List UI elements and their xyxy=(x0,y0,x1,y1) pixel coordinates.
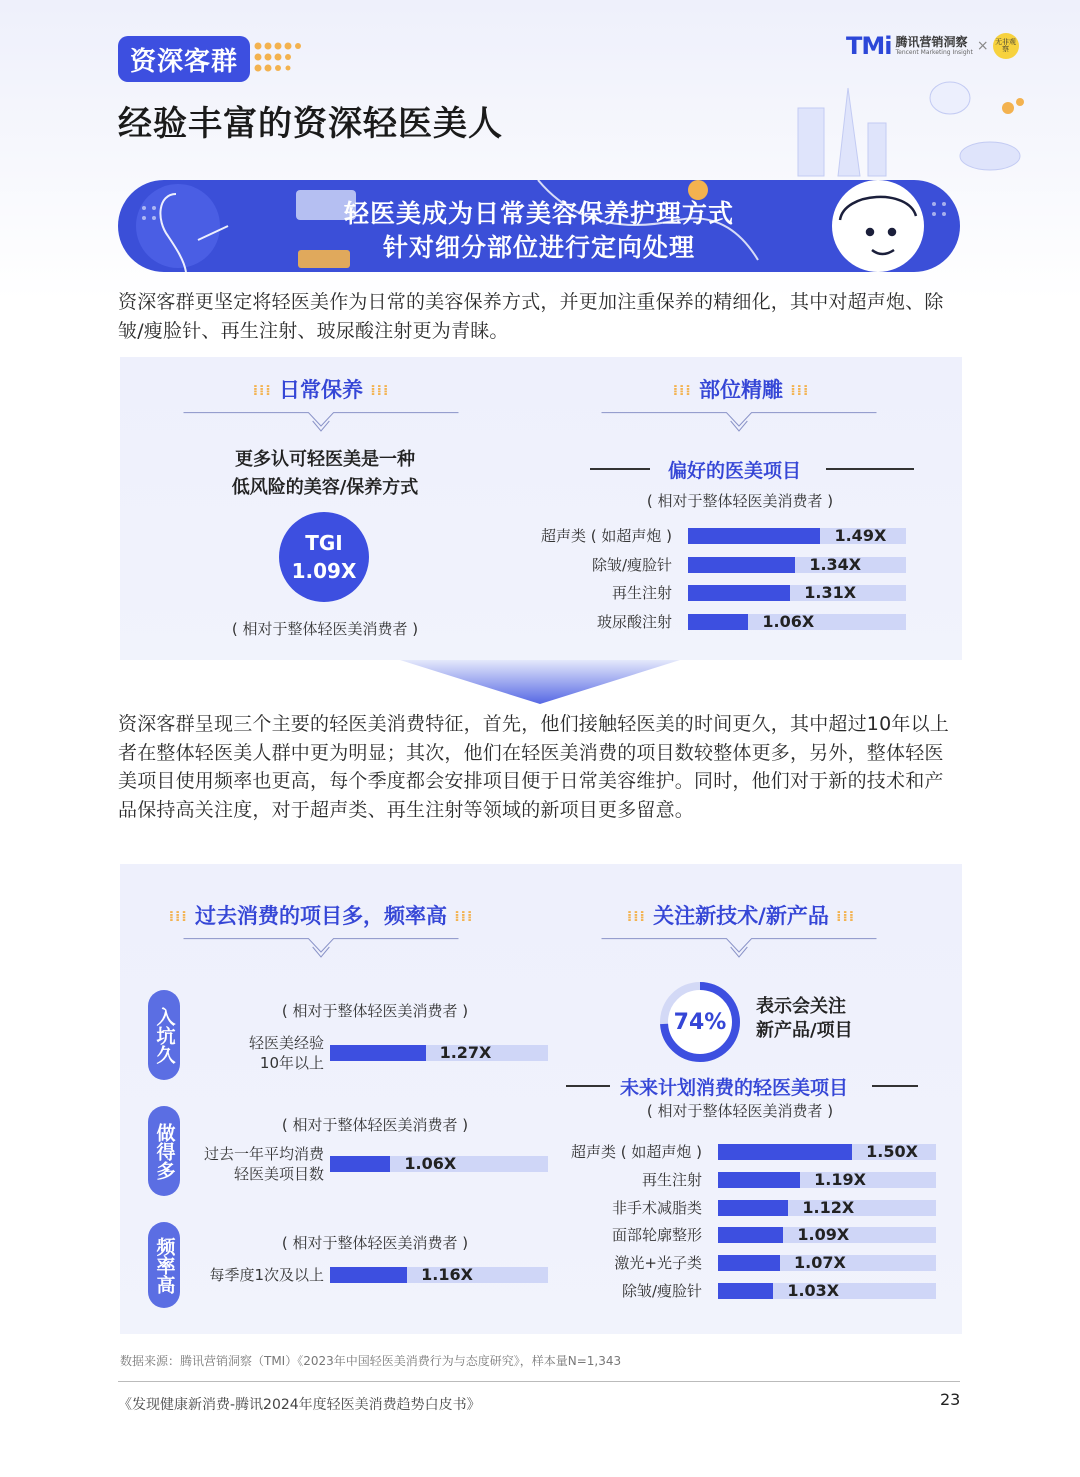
bar-value-label: 1.34X xyxy=(809,554,862,574)
bar xyxy=(688,585,790,601)
chart-note-future: ( 相对于整体轻医美消费者 ) xyxy=(646,1102,834,1120)
label-high-frequency: 每季度1次及以上 xyxy=(209,1266,324,1284)
bar-row xyxy=(596,611,906,632)
bar-value-label: 1.03X xyxy=(787,1281,840,1300)
footer-divider xyxy=(118,1381,960,1382)
bar-category-label: 面部轮廓整形 xyxy=(611,1226,702,1245)
bar-category-label: 除皱/瘦脸针 xyxy=(621,1282,702,1300)
note-more-projects: ( 相对于整体轻医美消费者 ) xyxy=(281,1116,469,1134)
pill-more-projects: 做得多 xyxy=(148,1106,180,1196)
dots-icon: ⁞⁞⁞ xyxy=(370,383,390,399)
section-tag: 资深客群 xyxy=(118,36,250,82)
section-title-more-projects xyxy=(146,900,496,930)
pill-long-experience: 入坑久 xyxy=(148,990,180,1080)
bar-value-label: 1.07X xyxy=(794,1253,846,1273)
page-number: 23 xyxy=(940,1390,961,1409)
hero-banner xyxy=(118,180,960,272)
bar-row xyxy=(611,1225,936,1245)
bar-row xyxy=(611,583,906,603)
bar xyxy=(718,1227,783,1243)
dots-icon: ⁞⁞⁞ xyxy=(168,909,188,925)
note-long-experience: ( 相对于整体轻医美消费者 ) xyxy=(281,1002,469,1020)
bar xyxy=(718,1283,773,1299)
low-risk-headline xyxy=(160,446,490,502)
dots-icon: ⁞⁞⁞ xyxy=(454,909,474,925)
bar-track xyxy=(688,554,906,574)
bar-row xyxy=(621,1281,936,1301)
title-rule xyxy=(590,468,650,470)
section-title-text: 部位精雕 xyxy=(699,378,783,402)
section-title-text: 关注新技术/新产品 xyxy=(653,904,829,928)
chart-title-preferred: 偏好的医美项目 xyxy=(668,460,802,482)
logo-separator: × xyxy=(976,38,989,54)
dots-icon: ⁞⁞⁞ xyxy=(790,383,810,399)
headline-line-2: 低风险的美容/保养方式 xyxy=(231,477,419,498)
bar-row xyxy=(540,526,906,546)
bar-category-label: 再生注射 xyxy=(641,1170,702,1189)
bar-category-label: 玻尿酸注射 xyxy=(596,612,672,631)
title-rule xyxy=(872,1085,918,1087)
bar-value-label: 1.49X xyxy=(834,526,887,545)
bar-category-label: 超声类 ( 如超声炮 ) xyxy=(540,527,672,545)
bar-value-label: 1.50X xyxy=(866,1142,918,1161)
bar xyxy=(330,1045,426,1061)
city-illustration-icon xyxy=(790,68,1040,178)
bar-value-label: 1.19X xyxy=(814,1169,866,1189)
bar-category-label: 激光+光子类 xyxy=(614,1254,702,1273)
tmi-logo-mark: TMi xyxy=(846,32,892,60)
intro-paragraph: 资深客群更坚定将轻医美作为日常的美容保养方式，并更加注重保养的精细化，其中对超声炮、除皱/瘦脸针、再生注射、玻尿酸注射更为青睐。 xyxy=(118,291,944,342)
dots-icon: ⁞⁞⁞ xyxy=(672,383,692,399)
brand-logo xyxy=(846,30,1046,62)
bar-row xyxy=(330,1043,548,1063)
dots-icon: ⁞⁞⁞ xyxy=(836,909,856,925)
section-title-text: 过去消费的项目多，频率高 xyxy=(195,904,447,928)
data-source-note: 数据来源：腾讯营销洞察（TMI）《2023年中国轻医美消费行为与态度研究》，样本量N=1,343 xyxy=(120,1354,622,1368)
page-title: 经验丰富的资深轻医美人 xyxy=(118,104,503,144)
title-rule xyxy=(566,1085,610,1087)
bar xyxy=(688,557,795,573)
bar xyxy=(718,1200,788,1216)
bar xyxy=(688,528,820,544)
chart-note-preferred: ( 相对于整体轻医美消费者 ) xyxy=(646,492,834,510)
note-high-frequency: ( 相对于整体轻医美消费者 ) xyxy=(281,1234,469,1252)
flow-arrow-icon xyxy=(400,660,680,704)
headline-line-1: 更多认可轻医美是一种 xyxy=(235,449,415,470)
dots-icon: ⁞⁞⁞ xyxy=(626,909,646,925)
bar-row xyxy=(641,1169,936,1190)
footer-doc-title: 《发现健康新消费-腾讯2024年度轻医美消费趋势白皮书》 xyxy=(118,1397,481,1413)
bar-row xyxy=(611,1197,936,1218)
banner-line-2: 针对细分部位进行定向处理 xyxy=(382,233,695,262)
logo-en-text: Tencent Marketing Insight xyxy=(895,49,973,56)
title-rule xyxy=(826,468,914,470)
bar-value-label: 1.31X xyxy=(804,583,857,602)
tgi-value: 1.09X xyxy=(291,559,357,583)
bar-value-label: 1.16X xyxy=(421,1265,473,1284)
bar-track xyxy=(688,585,906,601)
bar xyxy=(718,1172,800,1188)
bar-value-label: 1.27X xyxy=(439,1043,492,1062)
bar-row xyxy=(591,554,906,575)
bar-category-label: 超声类 ( 如超声炮 ) xyxy=(570,1143,702,1161)
ring-value: 74% xyxy=(673,1009,727,1035)
bar-value-label: 1.06X xyxy=(762,611,815,631)
bar xyxy=(718,1144,852,1160)
bar-row xyxy=(570,1142,936,1162)
partner-badge: 无非观察 xyxy=(993,33,1019,59)
label-long-experience: 轻医美经验 10年以上 xyxy=(248,1034,324,1072)
chevron-divider-icon xyxy=(156,932,486,962)
chart-title-future: 未来计划消费的轻医美项目 xyxy=(620,1077,849,1099)
section-title-precise xyxy=(576,374,906,404)
bar xyxy=(330,1267,407,1283)
bar-category-label: 除皱/瘦脸针 xyxy=(591,555,672,574)
bar-row xyxy=(330,1154,548,1174)
bar-row xyxy=(614,1253,936,1273)
bar-value-label: 1.06X xyxy=(404,1154,457,1173)
bar xyxy=(688,614,748,630)
tgi-badge xyxy=(279,512,369,602)
ring-description: 表示会关注 新产品/项目 xyxy=(756,996,853,1041)
bar xyxy=(718,1255,780,1271)
section-title-new-tech xyxy=(576,900,906,930)
bar xyxy=(330,1156,390,1172)
label-more-projects: 过去一年平均消费 轻医美项目数 xyxy=(203,1145,324,1183)
bar-row xyxy=(330,1265,548,1285)
pill-high-frequency: 频率高 xyxy=(148,1222,180,1308)
section-title-text: 日常保养 xyxy=(279,378,363,402)
decorative-dots-icon xyxy=(252,40,308,80)
dots-icon: ⁞⁞⁞ xyxy=(252,383,272,399)
chevron-divider-icon xyxy=(574,932,904,962)
bar-category-label: 再生注射 xyxy=(611,584,672,602)
bar-value-label: 1.12X xyxy=(802,1197,855,1217)
bar-value-label: 1.09X xyxy=(797,1225,850,1245)
bar-category-label: 非手术减脂类 xyxy=(611,1198,702,1217)
tgi-label: TGI xyxy=(305,531,343,555)
chevron-divider-icon xyxy=(574,406,904,436)
chevron-divider-icon xyxy=(156,406,486,436)
middle-paragraph: 资深客群呈现三个主要的轻医美消费特征，首先，他们接触轻医美的时间更久，其中超过10年以上者在整体轻医美人群中更为明显；其次，他们在轻医美消费的项目数较整体更多，另外，整体轻医美项目使用频率也更高，每个季度都会安排项目便于日常美容维护。同时，他们对于新的技术和产品保持高关注度，对于超声类、再生注射等领域的新项目更多留意。 xyxy=(118,713,949,821)
logo-cn-text: 腾讯营销洞察 xyxy=(895,35,968,49)
banner-line-1: 轻医美成为日常美容保养护理方式 xyxy=(343,199,734,228)
tgi-note: ( 相对于整体轻医美消费者 ) xyxy=(231,620,419,638)
section-title-daily-care xyxy=(160,374,482,404)
